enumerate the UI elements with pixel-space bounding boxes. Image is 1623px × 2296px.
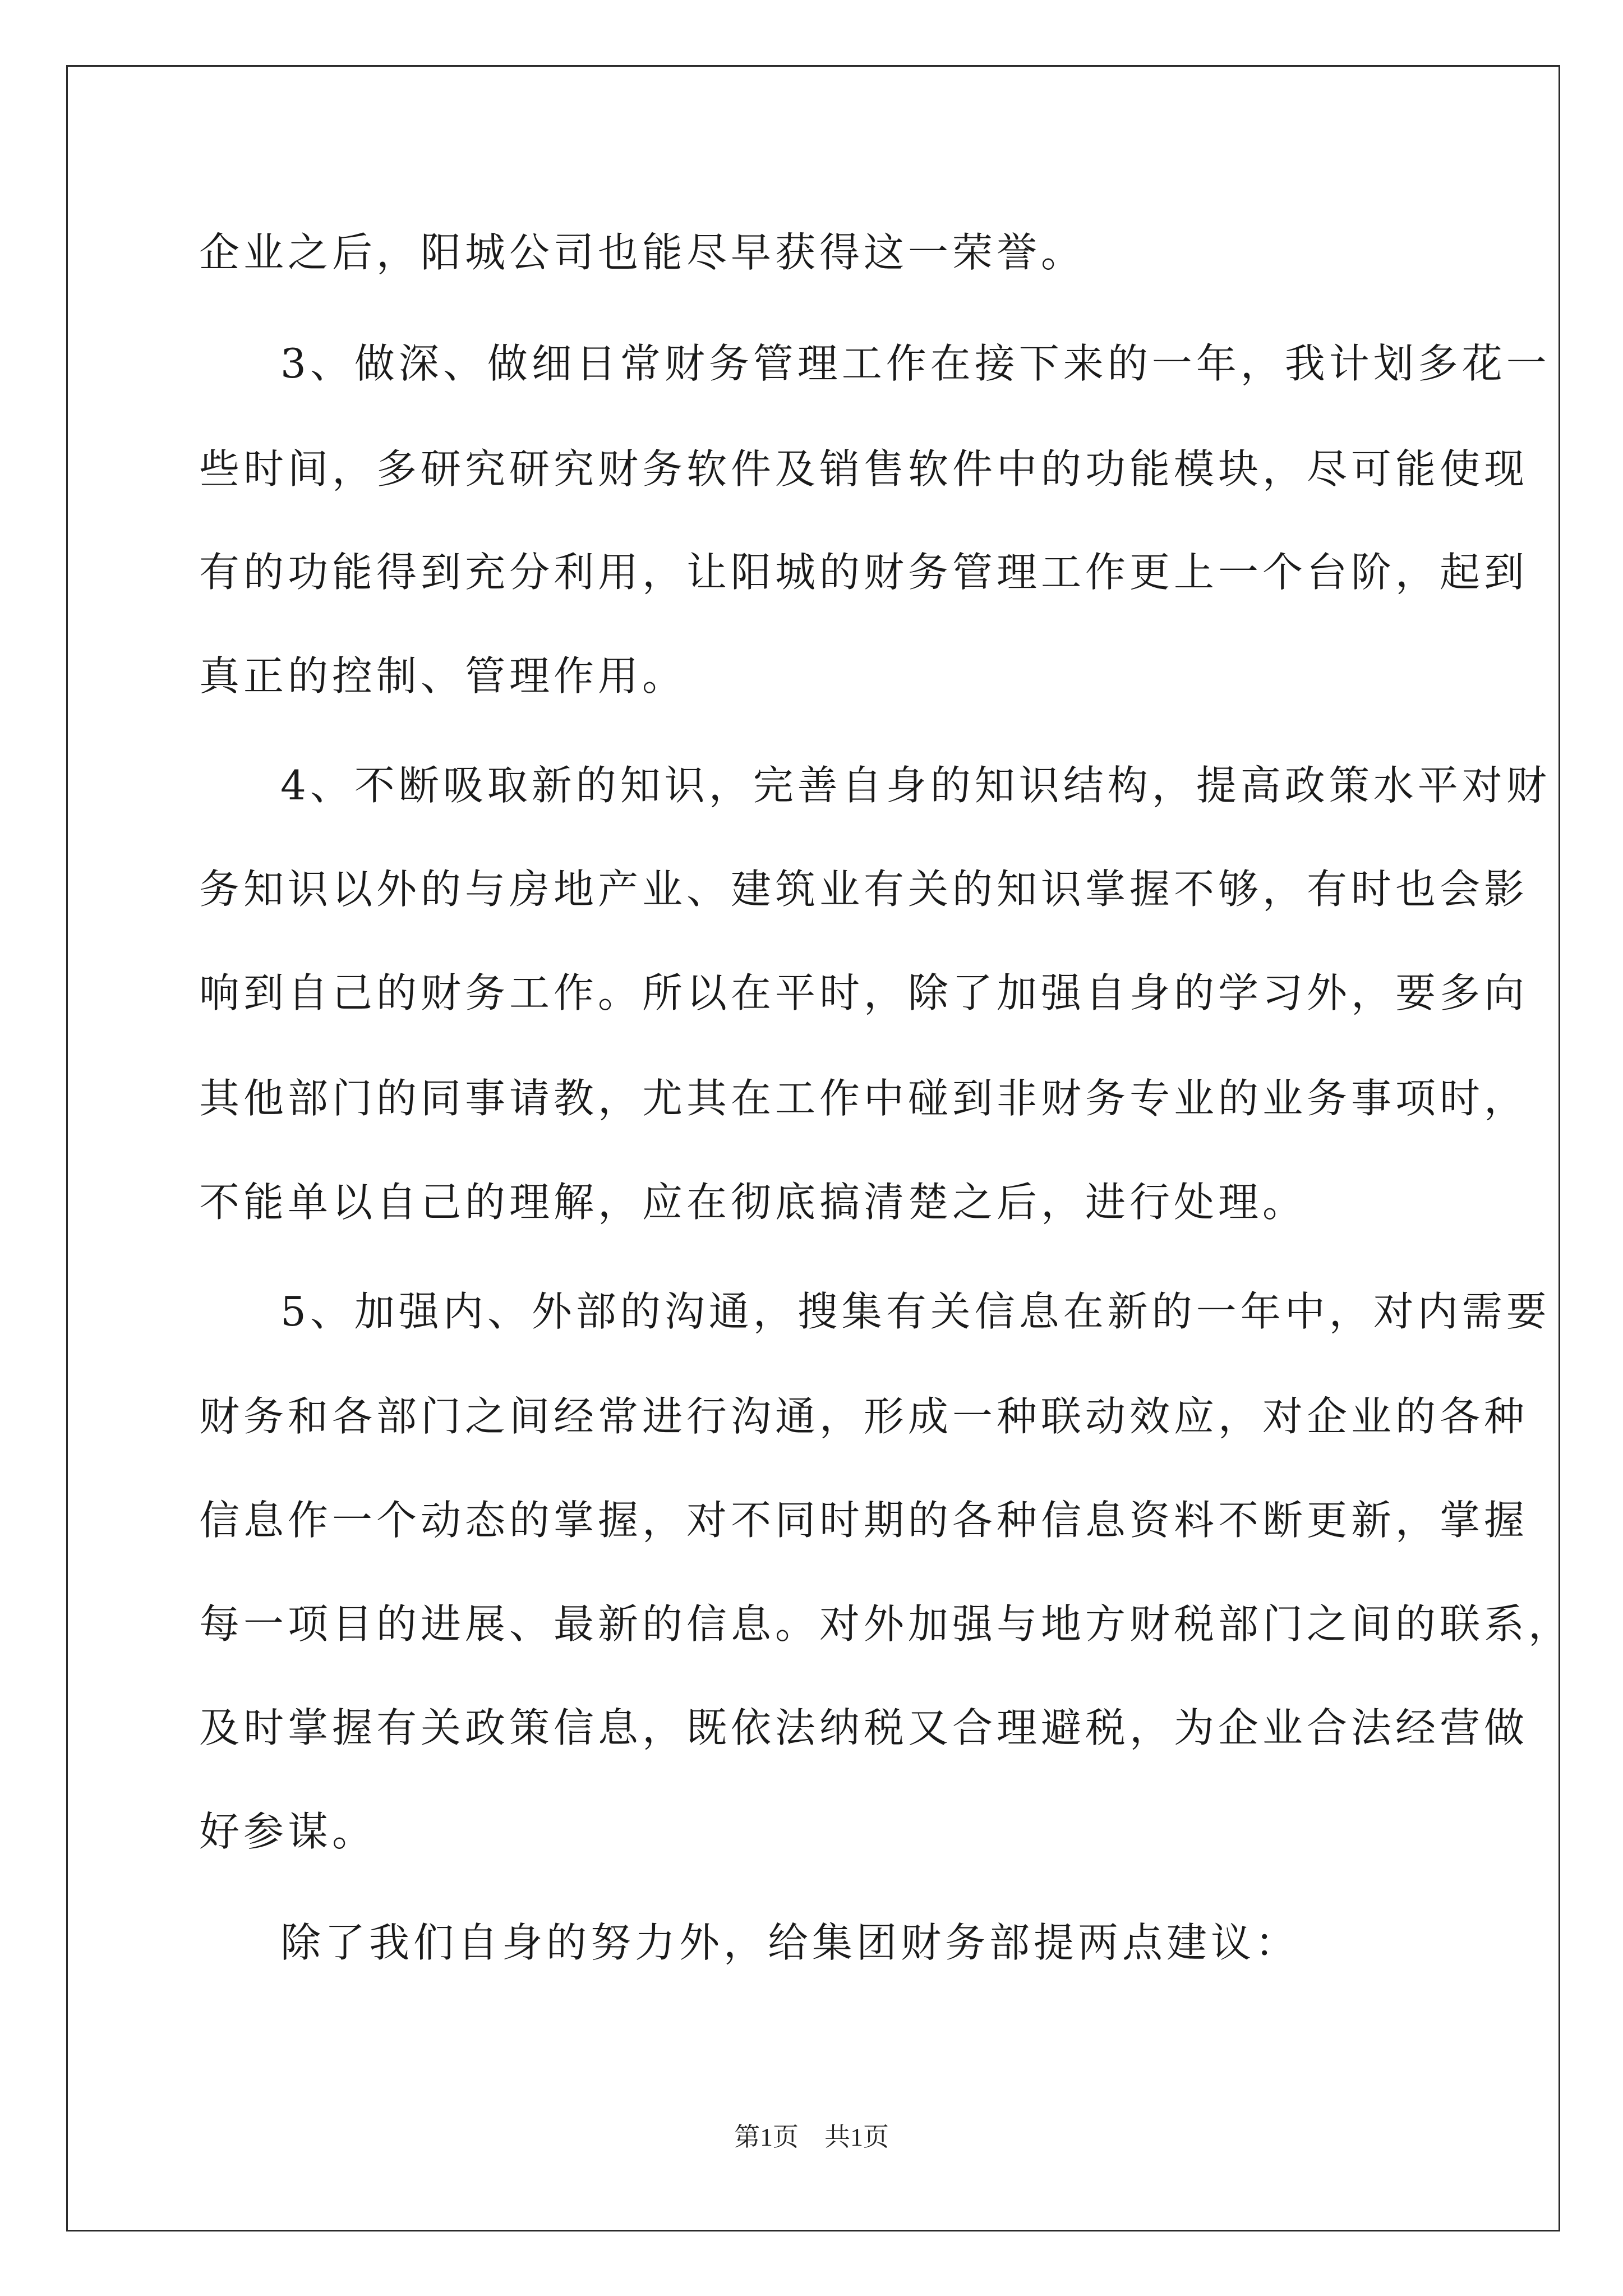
- text-line: 好参谋。: [199, 1808, 377, 1855]
- page-number: 第1页 共1页: [734, 2123, 889, 2151]
- text-line: 其他部门的同事请教，尤其在工作中碰到非财务专业的业务事项时，: [199, 1075, 1529, 1122]
- text-line: 真正的控制、管理作用。: [199, 652, 687, 700]
- text-line: 3、做深、做细日常财务管理工作在接下来的一年，我计划多花一: [280, 340, 1551, 387]
- text-line: 4、不断吸取新的知识，完善自身的知识结构，提高政策水平对财: [280, 762, 1551, 809]
- text-line: 及时掌握有关政策信息，既依法纳税又合理避税，为企业合法经营做: [199, 1704, 1529, 1751]
- text-line: 企业之后，阳城公司也能尽早获得这一荣誉。: [199, 229, 1086, 276]
- text-line: 信息作一个动态的掌握，对不同时期的各种信息资料不断更新，掌握: [199, 1497, 1529, 1544]
- text-line: 不能单以自己的理解，应在彻底搞清楚之后，进行处理。: [199, 1179, 1307, 1226]
- text-line: 些时间，多研究研究财务软件及销售软件中的功能模块，尽可能使现: [199, 445, 1529, 493]
- text-line: 响到自己的财务工作。所以在平时，除了加强自身的学习外，要多向: [199, 969, 1529, 1016]
- text-line: 每一项目的进展、最新的信息。对外加强与地方财税部门之间的联系，: [199, 1600, 1573, 1648]
- text-line: 5、加强内、外部的沟通，搜集有关信息在新的一年中，对内需要: [280, 1288, 1551, 1335]
- text-line: 务知识以外的与房地产业、建筑业有关的知识掌握不够，有时也会影: [199, 866, 1529, 913]
- text-line: 财务和各部门之间经常进行沟通，形成一种联动效应，对企业的各种: [199, 1393, 1529, 1440]
- text-line: 有的功能得到充分利用，让阳城的财务管理工作更上一个台阶，起到: [199, 549, 1529, 596]
- text-line: 除了我们自身的努力外，给集团财务部提两点建议：: [280, 1919, 1300, 1966]
